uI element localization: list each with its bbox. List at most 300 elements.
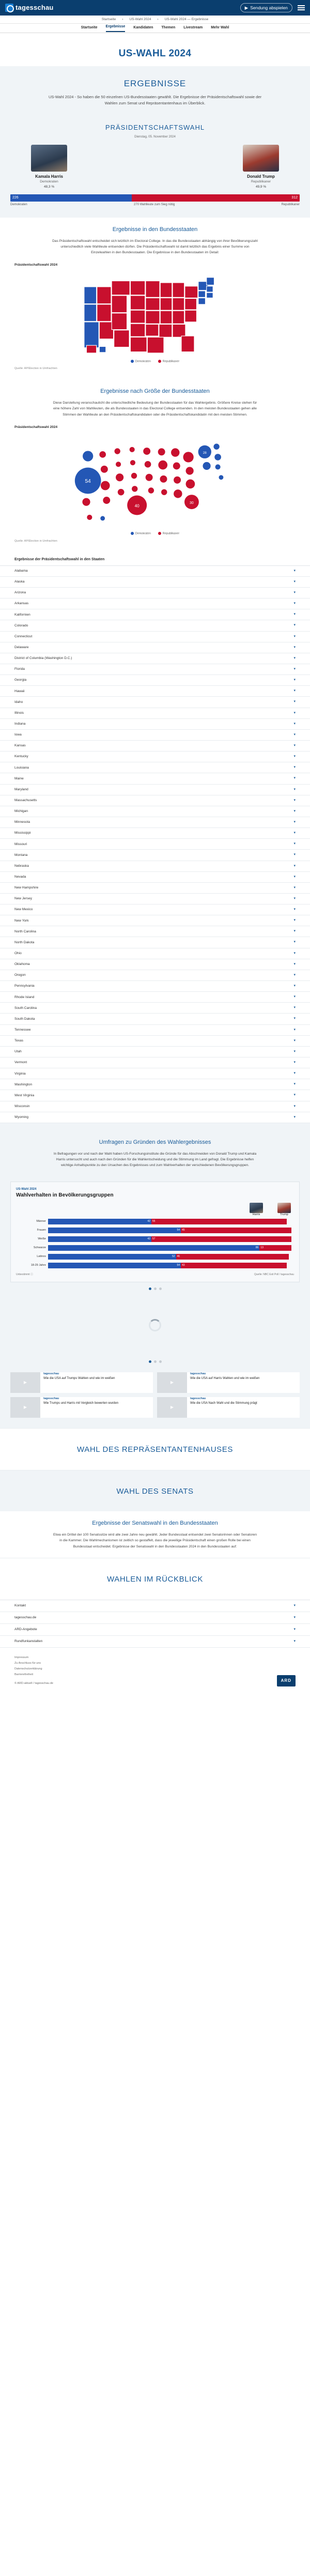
chevron-down-icon: ▾ — [293, 1115, 296, 1119]
legend-note: 270 Wahlleute zum Sieg nötig — [133, 203, 175, 207]
state-name: Indiana — [14, 722, 26, 726]
map-legend-rep: Republikaner — [158, 360, 179, 364]
svg-text:28: 28 — [203, 451, 207, 455]
candidate-trump — [222, 145, 300, 189]
results-intro-section — [0, 66, 310, 116]
trump-portrait-small — [277, 1203, 291, 1213]
teaser-kicker: tagesschau — [190, 1397, 206, 1400]
chevron-down-icon: ▾ — [293, 1615, 296, 1619]
state-name: Oregon — [14, 973, 26, 977]
chart-row — [16, 1227, 294, 1234]
chevron-down-icon: ▾ — [293, 1071, 296, 1076]
chevron-down-icon: ▾ — [293, 700, 296, 704]
list-item[interactable] — [0, 566, 310, 577]
state-name: Arizona — [14, 591, 26, 595]
chevron-down-icon: ▾ — [293, 732, 296, 737]
results-heading: ERGEBNISSE — [123, 78, 187, 88]
chart-bar-trump: 43 — [181, 1263, 287, 1268]
electoral-bar-rep: 312 — [132, 194, 300, 202]
electoral-bar-legend — [10, 203, 300, 207]
list-item[interactable] — [0, 894, 310, 904]
chevron-down-icon: ▾ — [293, 711, 296, 715]
candidate-party: Republikaner — [251, 180, 271, 184]
chevron-down-icon: ▾ — [293, 1038, 296, 1042]
electoral-vote-bar — [10, 194, 300, 202]
state-name: Kansas — [14, 744, 26, 748]
chevron-down-icon: ▾ — [293, 1061, 296, 1065]
state-name: Michigan — [14, 809, 28, 814]
list-item[interactable] — [0, 653, 310, 664]
state-name: Vermont — [14, 1061, 27, 1065]
chevron-down-icon: ▾ — [293, 579, 296, 584]
chevron-down-icon: ▾ — [293, 612, 296, 617]
map-legend — [14, 360, 296, 364]
chevron-down-icon: ▾ — [293, 689, 296, 693]
ard-logo: ARD — [277, 1675, 296, 1686]
us-choropleth-map[interactable] — [14, 270, 296, 358]
chevron-down-icon: ▾ — [293, 656, 296, 660]
chart-footer-source: Quelle: NBC Exit Poll / tagesschau — [254, 1272, 294, 1276]
chart-bar-trump: 46 — [176, 1254, 289, 1260]
state-name: Ohio — [14, 951, 22, 955]
chart-bar-harris: 42 — [48, 1219, 151, 1224]
teaser-text: Wie Trumps und Harris mit Vergleich bewerten wurden — [43, 1401, 119, 1405]
chart-row — [16, 1218, 294, 1225]
list-item[interactable] — [0, 1057, 310, 1068]
teaser-text: Wie die USA Nach Wahl und die Stimmung prägt — [190, 1401, 257, 1405]
nav-item-ergebnisse[interactable]: Ergebnisse — [106, 24, 126, 32]
chevron-down-icon: ▾ — [293, 962, 296, 966]
breadcrumb-sep-1: › — [157, 17, 159, 21]
chevron-down-icon: ▾ — [293, 864, 296, 868]
chart-row — [16, 1245, 294, 1252]
state-name: New Mexico — [14, 908, 33, 912]
chevron-down-icon: ▾ — [293, 951, 296, 955]
state-name: Rhode Island — [14, 995, 35, 999]
footer-link-anschluss[interactable]: Zu Anschluss für uns — [14, 1662, 41, 1665]
main-nav — [0, 24, 310, 33]
footer-link-rundfunk[interactable] — [0, 1636, 310, 1648]
bubble-source: Quelle: AP/Election in Umfrachten — [14, 539, 57, 543]
state-name: New Jersey — [14, 897, 32, 901]
chart-bar-trump: 45 — [181, 1228, 291, 1233]
senate-section-title: WAHL DES SENATS — [0, 1470, 310, 1512]
chart-row-label: Latinos — [37, 1254, 46, 1258]
chevron-down-icon: ▾ — [293, 776, 296, 780]
chart-row-label: Frauen — [37, 1228, 46, 1232]
footer-link-label: Rundfunkanstalten — [14, 1639, 43, 1644]
svg-text:30: 30 — [190, 501, 194, 505]
list-item[interactable] — [0, 872, 310, 883]
list-item[interactable] — [0, 970, 310, 981]
chart-bar-trump: 13 — [259, 1245, 291, 1251]
list-item[interactable] — [0, 686, 310, 697]
chevron-down-icon: ▾ — [293, 623, 296, 627]
senate-block — [0, 1511, 310, 1558]
chevron-down-icon: ▾ — [293, 755, 296, 759]
chevron-down-icon: ▾ — [293, 667, 296, 671]
chart-bar-trump: 57 — [151, 1236, 291, 1242]
state-name: Delaware — [14, 646, 29, 650]
list-item[interactable] — [0, 981, 310, 992]
list-item[interactable] — [0, 642, 310, 653]
chart-footer — [16, 1273, 294, 1277]
list-item[interactable] — [0, 828, 310, 839]
top-bar — [0, 0, 310, 16]
state-name: Florida — [14, 667, 25, 671]
candidate-name: Donald Trump — [247, 174, 275, 179]
harris-portrait-small — [250, 1203, 263, 1213]
footer-link-tagesschau[interactable] — [0, 1612, 310, 1624]
state-name: Colorado — [14, 623, 28, 627]
candidate-name: Kamala Harris — [35, 174, 63, 179]
chart-bar-trump: 55 — [151, 1219, 287, 1224]
chart-plot-area — [16, 1218, 294, 1271]
map-legend-dem: Demokraten — [131, 360, 151, 364]
chevron-down-icon: ▾ — [293, 678, 296, 682]
footer-link-label: ARD-Angebote — [14, 1628, 37, 1632]
candidate-row — [10, 145, 300, 189]
candidate-percent: 49,9 % — [255, 185, 267, 189]
polls-block — [0, 1130, 310, 1177]
footer-link-ard[interactable] — [0, 1624, 310, 1636]
state-name: New Hampshire — [14, 886, 39, 890]
chevron-down-icon: ▾ — [293, 973, 296, 977]
list-item[interactable] — [0, 675, 310, 686]
poll-chart-card — [10, 1182, 300, 1282]
breadcrumb-item-1[interactable]: US-Wahl 2024 — [129, 17, 151, 21]
chevron-down-icon: ▾ — [293, 787, 296, 791]
footer-links — [0, 1600, 310, 1648]
list-item[interactable] — [0, 632, 310, 642]
list-item[interactable] — [0, 937, 310, 948]
chevron-down-icon: ▾ — [293, 569, 296, 573]
teaser-kicker: tagesschau — [43, 1372, 59, 1375]
list-item[interactable] — [0, 850, 310, 861]
state-name: Wisconsin — [14, 1104, 30, 1108]
trump-portrait — [243, 145, 279, 172]
state-accordion — [0, 565, 310, 1123]
list-item[interactable] — [0, 1036, 310, 1047]
chart-title: Wahlverhalten in Bevölkerungsgruppen — [16, 1192, 114, 1199]
list-item[interactable] — [0, 817, 310, 828]
state-name: West Virginia — [14, 1093, 35, 1097]
state-name: Alabama — [14, 569, 28, 573]
list-item[interactable] — [0, 609, 310, 620]
carousel-dot-1[interactable] — [149, 1360, 151, 1363]
nav-item-kandidaten[interactable]: Kandidaten — [133, 26, 153, 30]
carousel-dot-3[interactable] — [159, 1360, 162, 1363]
list-item[interactable] — [0, 883, 310, 894]
list-item[interactable] — [0, 773, 310, 784]
list-item[interactable] — [0, 599, 310, 609]
bubble-legend — [14, 532, 296, 536]
list-item[interactable] — [0, 992, 310, 1003]
state-name: Utah — [14, 1050, 22, 1054]
breadcrumb-sep-0: › — [122, 17, 123, 21]
teaser-text: Wie die USA auf Harris Wahlen und wie im weißen — [190, 1376, 260, 1380]
play-stream-button[interactable] — [240, 3, 292, 12]
chevron-down-icon: ▾ — [293, 984, 296, 988]
chevron-down-icon: ▾ — [293, 634, 296, 638]
state-name: Louisiana — [14, 765, 29, 770]
presidential-heading: PRÄSIDENTSCHAFTSWAHL — [105, 124, 205, 132]
state-name: Mississippi — [14, 831, 31, 835]
list-item[interactable] — [0, 795, 310, 806]
footer-link-datenschutz[interactable]: Datenschutzerklärung — [14, 1667, 42, 1671]
us-bubble-map[interactable] — [14, 432, 296, 530]
top-bar-right — [240, 3, 305, 12]
legend-dem: Demokraten — [10, 203, 27, 207]
play-icon[interactable] — [157, 1397, 187, 1418]
play-icon[interactable] — [157, 1372, 187, 1393]
state-name: Minnesota — [14, 820, 30, 824]
list-item[interactable] — [0, 1003, 310, 1014]
svg-text:54: 54 — [85, 478, 91, 484]
chart-bar-harris: 42 — [48, 1236, 151, 1242]
state-name: Washington — [14, 1082, 33, 1086]
presidential-date: Dienstag, 05. November 2024 — [134, 135, 176, 139]
list-item[interactable] — [0, 577, 310, 588]
list-item[interactable] — [0, 1047, 310, 1057]
list-item[interactable] — [0, 915, 310, 926]
state-name: Connecticut — [14, 634, 33, 638]
loading-area — [0, 1294, 310, 1356]
chevron-down-icon: ▾ — [293, 820, 296, 824]
bubble-legend-rep: Republikaner — [158, 532, 179, 536]
states-map-sublabel: Präsidentschaftswahl 2024 — [14, 263, 58, 267]
chevron-down-icon: ▾ — [293, 908, 296, 912]
candidate-percent: 48,3 % — [43, 185, 55, 189]
state-name: Oklahoma — [14, 962, 30, 967]
state-name: Texas — [14, 1039, 23, 1043]
state-name: Kalifornien — [14, 612, 30, 617]
footer-link-kontakt[interactable] — [0, 1600, 310, 1612]
legend-rep: Republikaner — [281, 203, 300, 207]
chevron-down-icon: ▾ — [293, 1028, 296, 1032]
states-map-block — [0, 218, 310, 379]
presidential-result-card — [0, 116, 310, 218]
loading-spinner-icon — [149, 1319, 161, 1331]
chevron-down-icon: ▾ — [293, 853, 296, 857]
bubble-map-sublabel: Präsidentschaftswahl 2024 — [14, 425, 58, 429]
state-name: Maine — [14, 776, 24, 780]
chart-row-label: 18-29 Jahre — [30, 1263, 46, 1267]
play-icon[interactable] — [10, 1397, 40, 1418]
retro-section-title: WAHLEN IM RÜCKBLICK — [0, 1558, 310, 1600]
chart-bar-harris: 54 — [48, 1228, 181, 1233]
chevron-down-icon: ▾ — [293, 1627, 296, 1631]
list-item[interactable] — [0, 959, 310, 970]
breadcrumb-item-2: US-Wahl 2024 — Ergebnisse — [164, 17, 209, 21]
chevron-down-icon: ▾ — [293, 1049, 296, 1053]
logo-text: tagesschau — [16, 3, 54, 11]
footer-link-label: Kontakt — [14, 1603, 26, 1607]
chart-bar-harris: 86 — [48, 1245, 259, 1251]
list-item[interactable] — [0, 697, 310, 708]
breadcrumb — [0, 16, 310, 24]
chevron-down-icon: ▾ — [293, 645, 296, 649]
chart-trump-label: Trump — [280, 1213, 288, 1216]
ard-circle-icon — [5, 4, 13, 12]
site-logo[interactable] — [5, 3, 54, 13]
play-stream-label: Sendung abspielen — [250, 5, 288, 10]
state-name: Hawaii — [14, 689, 25, 693]
state-name: Missouri — [14, 842, 27, 846]
teaser-card[interactable] — [10, 1372, 153, 1393]
states-map-text: Das Präsidentschaftswahl entscheidet sich letztlich im Electoral College. In das die Bundesstaaten abhängig von ihrer Bevölkerungszahl unterschiedlich viele Wahlleute entsenden dürfen. Die Präsidentschaftswahl ist damit letztlich das Ergebnis einer Summe von Einzelwahlen in den Bundesstaaten. Die Ergebnisse in den Bundesstaaten im Detail: — [52, 239, 258, 255]
bubble-map-block — [0, 379, 310, 551]
polls-text: In Befragungen vor und nach der Wahl haben US-Forschungsinstitute die Gründe für das Abschneiden von Donald Trump und Kamala Harris untersucht und auch nach den Gründen für die Wahlentscheidung und die Stimmung im Land gefragt. Die Ergebnisse helfen wichtige Anhaltspunkte zu den Ursachen des Ergebnisses und zum Wahlverhalten der verschiedenen Bevölkerungsgruppen. — [53, 1152, 257, 1168]
list-item[interactable] — [0, 1068, 310, 1079]
state-name: Alaska — [14, 580, 25, 584]
hamburger-menu-icon[interactable] — [298, 5, 305, 10]
carousel-dots[interactable] — [0, 1287, 310, 1290]
chevron-down-icon: ▾ — [293, 842, 296, 846]
list-item[interactable] — [0, 785, 310, 795]
candidate-harris — [10, 145, 88, 189]
chevron-down-icon: ▾ — [293, 1082, 296, 1086]
state-name: Kentucky — [14, 755, 28, 759]
chevron-down-icon: ▾ — [293, 896, 296, 900]
list-item[interactable] — [0, 730, 310, 741]
state-name: Nebraska — [14, 864, 29, 868]
list-item[interactable] — [0, 752, 310, 762]
state-name: District of Columbia (Washington D.C.) — [14, 656, 72, 661]
breadcrumb-item-0[interactable]: Startseite — [101, 17, 116, 21]
chart-bars — [16, 1218, 294, 1271]
chevron-down-icon: ▾ — [293, 798, 296, 802]
teaser-card[interactable] — [157, 1397, 300, 1418]
polls-section — [0, 1123, 310, 1428]
list-item[interactable] — [0, 719, 310, 730]
footer-link-impressum[interactable]: Impressum — [14, 1656, 29, 1660]
chevron-down-icon: ▾ — [293, 1093, 296, 1097]
teaser-kicker: tagesschau — [43, 1397, 59, 1400]
list-item[interactable] — [0, 806, 310, 817]
list-item[interactable] — [0, 588, 310, 599]
chevron-down-icon: ▾ — [293, 885, 296, 890]
teaser-card[interactable] — [157, 1372, 300, 1393]
map-source: Quelle: AP/Election in Umfrachten — [14, 367, 57, 371]
chevron-down-icon: ▾ — [293, 602, 296, 606]
footer-copyright: © ARD-aktuell / tagesschau.de — [14, 1682, 53, 1685]
chevron-down-icon: ▾ — [293, 1006, 296, 1010]
state-name: Massachusetts — [14, 799, 37, 803]
chevron-down-icon: ▾ — [293, 765, 296, 770]
candidate-party: Demokraten — [40, 180, 58, 184]
results-subtext: US-Wahl 2024 - So haben die 50 einzelnen US-Bundesstaaten gewählt. Die Ergebnisse der Präsidentschaftswahl sowie der Wahlen zum Senat und Repräsentantenhaus im Überblick. — [48, 95, 262, 106]
list-item[interactable] — [0, 1101, 310, 1112]
senate-text: Etwa ein Drittel der 100 Senatssitze wird alle zwei Jahre neu gewählt. Jeder Bundesstaat entsendet zwei Senatorinnen oder Senatoren in die Kammer. Die Wahlmechanismen ist zeitlich so gestaffelt, dass die jeweilige Präsidentschaft einen großen Rolle bei einen Bundesstaat entscheidet. Ergebnisse der Senatswahl in den Bundesstaaten 2024 in den Bundesstaaten auf: — [53, 1533, 257, 1548]
play-icon: ▶ — [244, 5, 249, 10]
chevron-down-icon: ▾ — [293, 722, 296, 726]
list-item[interactable] — [0, 1014, 310, 1024]
chart-harris-label: Harris — [252, 1213, 260, 1216]
play-icon[interactable] — [10, 1372, 40, 1393]
chart-row — [16, 1236, 294, 1243]
footer-link-label: tagesschau.de — [14, 1616, 37, 1620]
carousel-dot-3[interactable] — [159, 1287, 162, 1290]
carousel-dot-2[interactable] — [154, 1360, 157, 1363]
bubble-legend-dem: Demokraten — [131, 532, 151, 536]
polls-heading: Umfragen zu Gründen des Wahlergebnisses — [99, 1139, 211, 1145]
state-name: South Dakota — [14, 1017, 35, 1021]
chevron-down-icon: ▾ — [293, 1639, 296, 1644]
chart-row — [16, 1253, 294, 1261]
chevron-down-icon: ▾ — [293, 929, 296, 933]
state-name: Nevada — [14, 875, 26, 879]
list-item[interactable] — [0, 948, 310, 959]
chart-footer-left[interactable]: Unbestimmt ⓘ — [16, 1272, 34, 1276]
state-name: Idaho — [14, 700, 23, 704]
state-name: Iowa — [14, 733, 22, 737]
nav-item-livestream[interactable]: Livestream — [183, 26, 203, 30]
chart-bar-harris: 54 — [48, 1263, 181, 1268]
list-item[interactable] — [0, 762, 310, 773]
list-item[interactable] — [0, 1090, 310, 1101]
page-title: US-WAHL 2024 — [118, 48, 192, 59]
list-item[interactable] — [0, 904, 310, 915]
bubble-map-heading: Ergebnisse nach Größe der Bundesstaaten — [100, 388, 210, 395]
senate-heading: Ergebnisse der Senatswahl in den Bundesstaaten — [92, 1520, 218, 1527]
chevron-down-icon: ▾ — [293, 995, 296, 999]
list-item[interactable] — [0, 664, 310, 675]
list-item[interactable] — [0, 741, 310, 752]
list-item[interactable] — [0, 839, 310, 850]
list-item[interactable] — [0, 708, 310, 719]
list-item[interactable] — [0, 1079, 310, 1090]
state-name: Montana — [14, 853, 28, 857]
list-item[interactable] — [0, 1112, 310, 1123]
chevron-down-icon: ▾ — [293, 940, 296, 944]
carousel-dot-1[interactable] — [149, 1287, 151, 1290]
list-item[interactable] — [0, 1025, 310, 1036]
chevron-down-icon: ▾ — [293, 590, 296, 594]
harris-portrait — [31, 145, 67, 172]
chevron-down-icon: ▾ — [293, 875, 296, 879]
chart-candidate-heads — [16, 1203, 294, 1217]
state-name: North Dakota — [14, 940, 35, 944]
state-list-title: Ergebnisse der Präsidentschaftswahl in den Staaten — [14, 557, 105, 561]
chevron-down-icon: ▾ — [293, 918, 296, 923]
state-name: Illinois — [14, 711, 24, 715]
state-name: North Carolina — [14, 929, 36, 933]
state-name: Georgia — [14, 678, 27, 682]
nav-item-startseite[interactable]: Startseite — [81, 26, 98, 30]
teaser-card[interactable] — [10, 1397, 153, 1418]
list-item[interactable] — [0, 861, 310, 872]
nav-item-mehr[interactable]: Mehr Wahl — [211, 26, 229, 30]
chart-row-label: Weiße — [38, 1237, 46, 1240]
state-name: Virginia — [14, 1071, 26, 1076]
state-name: Tennessee — [14, 1028, 31, 1032]
state-name: Arkansas — [14, 602, 29, 606]
house-section-title: WAHL DES REPRÄSENTANTENHAUSES — [0, 1428, 310, 1470]
state-name: Maryland — [14, 787, 28, 791]
nav-item-themen[interactable]: Themen — [161, 26, 176, 30]
list-item[interactable] — [0, 620, 310, 631]
teaser-grid — [0, 1367, 310, 1428]
list-item[interactable] — [0, 926, 310, 937]
footer-link-barrierefreiheit[interactable]: Barrierefreiheit — [14, 1673, 34, 1677]
chart-kicker: US-Wahl 2024 — [16, 1188, 37, 1191]
carousel-dot-2[interactable] — [154, 1287, 157, 1290]
carousel-dots-2[interactable] — [0, 1360, 310, 1363]
chart-bar-harris: 52 — [48, 1254, 176, 1260]
chevron-down-icon: ▾ — [293, 1017, 296, 1021]
teaser-text: Wie die USA auf Trumps Wahlen und wie im weißen — [43, 1376, 115, 1380]
